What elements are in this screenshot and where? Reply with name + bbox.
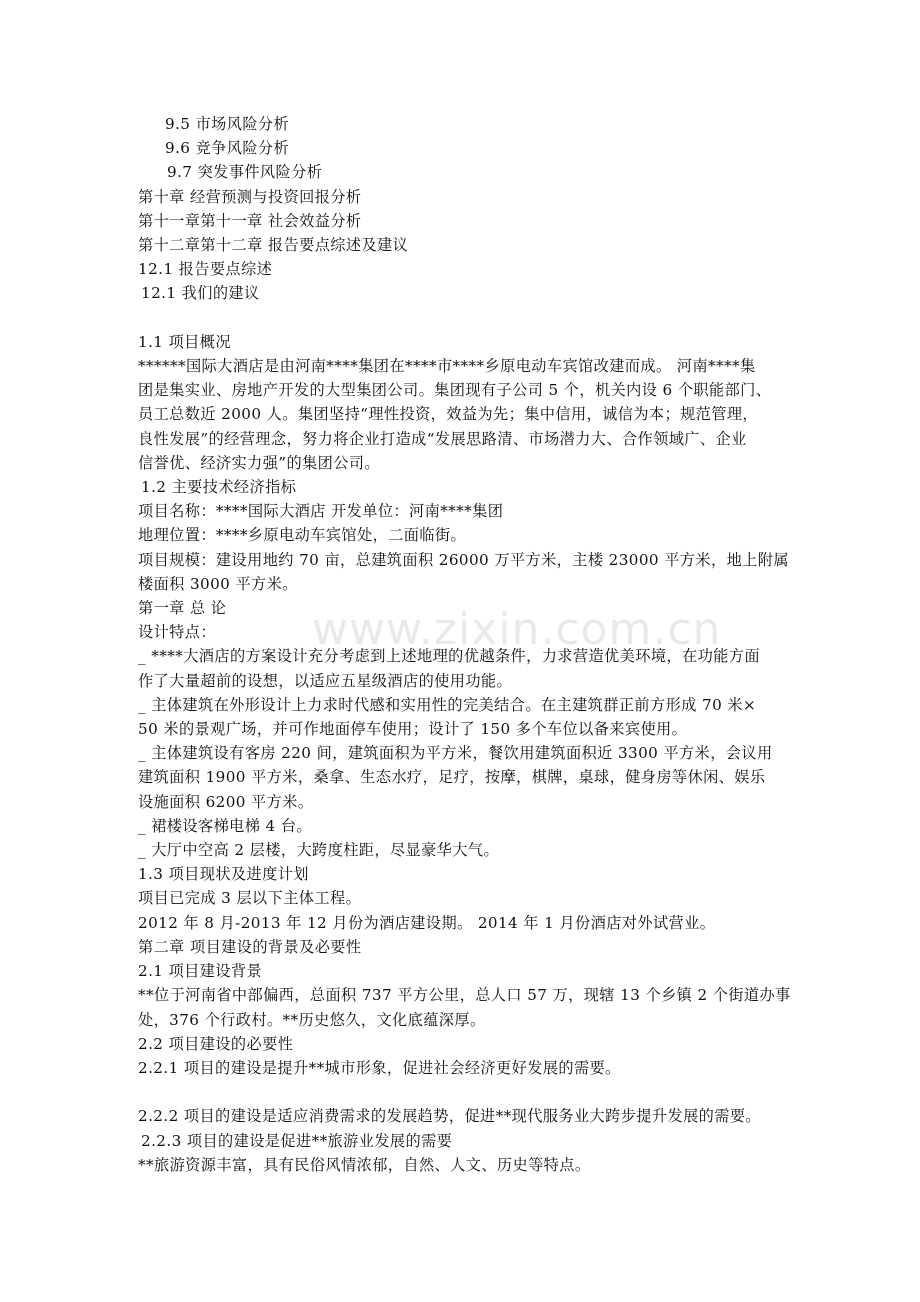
text-line: 处，376 个行政村。**历史悠久，文化底蕴深厚。 [138, 1010, 486, 1029]
text-line: 2012 年 8 月-2013 年 12 月份为酒店建设期。 2014 年 1 月份酒店对外试营业。 [138, 913, 716, 932]
text-line: 2.2.2 项目的建设是适应消费需求的发展趋势，促进**现代服务业大跨步提升发展的需要。 [138, 1107, 762, 1126]
text-line: 2.2.1 项目的建设是提升**城市形象，促进社会经济更好发展的需要。 [138, 1058, 621, 1077]
text-line: **位于河南省中部偏西，总面积 737 平方公里，总人口 57 万，现辖 13 个乡镇 2 个街道办事 [138, 986, 791, 1005]
text-line: 员工总数近 2000 人。集团坚持“理性投资，效益为先；集中信用，诚信为本；规范管理， [138, 405, 759, 424]
document-body [138, 112, 791, 1177]
text-line: 作了大量超前的设想，以适应五星级酒店的使用功能。 [138, 671, 513, 690]
text-line: 9.6 竞争风险分析 [165, 139, 290, 158]
text-line: _ 裙楼设客梯电梯 4 台。 [138, 816, 313, 835]
text-line: 50 米的景观广场，并可作地面停车使用；设计了 150 多个车位以备来宾使用。 [138, 720, 688, 739]
text-line: 第十章 经营预测与投资回报分析 [138, 187, 362, 206]
text-line: 项目规模：建设用地约 70 亩，总建筑面积 26000 万平方米，主楼 23000 平方米，地上附属 [138, 550, 789, 569]
blank-line [138, 1080, 788, 1104]
text-line: 12.1 报告要点综述 [138, 260, 273, 279]
text-line: 第十一章第十一章 社会效益分析 [138, 211, 362, 230]
text-line: 项目名称：****国际大酒店 开发单位：河南****集团 [138, 502, 504, 521]
text-line: 9.7 突发事件风险分析 [167, 163, 323, 182]
text-line: 建筑面积 1900 平方米，桑拿、生态水疗，足疗，按摩，棋牌，桌球，健身房等休闲、娱乐 [138, 768, 766, 787]
text-line: 12.1 我们的建议 [141, 284, 260, 303]
text-line: 设施面积 6200 平方米。 [138, 792, 314, 811]
text-line: 2.1 项目建设背景 [138, 962, 263, 981]
text-line: 第二章 项目建设的背景及必要性 [138, 937, 362, 956]
text-line: 第十二章第十二章 报告要点综述及建议 [138, 236, 409, 255]
text-line: 1.1 项目概况 [138, 332, 231, 351]
text-line: 1.3 项目现状及进度计划 [138, 865, 309, 884]
text-line: 设计特点： [138, 623, 216, 642]
text-line: 信誉优、经济实力强”的集团公司。 [138, 453, 380, 472]
blank-line [138, 306, 788, 330]
text-line: **旅游资源丰富，具有民俗风情浓郁，自然、人文、历史等特点。 [138, 1155, 591, 1174]
text-line: 地理位置：****乡原电动车宾馆处，二面临街。 [138, 526, 467, 545]
text-line: 项目已完成 3 层以下主体工程。 [138, 889, 362, 908]
text-line: 1.2 主要技术经济指标 [141, 478, 297, 497]
text-line: _ 大厅中空高 2 层楼，大跨度柱距，尽显豪华大气。 [138, 841, 500, 860]
text-line: _ 主体建筑在外形设计上力求时代感和实用性的完美结合。在主建筑群正前方形成 70 米× [138, 695, 757, 714]
text-line: 9.5 市场风险分析 [165, 115, 290, 133]
text-line: 团是集实业、房地产开发的大型集团公司。集团现有子公司 5 个，机关内设 6 个职能部门、 [138, 381, 772, 400]
text-line: 楼面积 3000 平方米。 [138, 574, 298, 593]
text-line: 2.2.3 项目的建设是促进**旅游业发展的需要 [141, 1131, 453, 1150]
text-line: _ ****大酒店的方案设计充分考虑到上述地理的优越条件，力求营造优美环境，在功能方面 [138, 647, 760, 666]
text-line: 第一章 总 论 [138, 599, 227, 618]
watermark: www.zixin.com.cn [312, 604, 722, 655]
text-line: 2.2 项目建设的必要性 [138, 1034, 294, 1053]
text-line: 良性发展”的经营理念，努力将企业打造成“发展思路清、市场潜力大、合作领域广、企业 [138, 429, 747, 448]
text-line: ******国际大酒店是由河南****集团在****市****乡原电动车宾馆改建而成。 河南****集 [138, 357, 756, 376]
text-line: _ 主体建筑设有客房 220 间，建筑面积为平方米，餐饮用建筑面积近 3300 平方米，会议用 [138, 744, 773, 763]
